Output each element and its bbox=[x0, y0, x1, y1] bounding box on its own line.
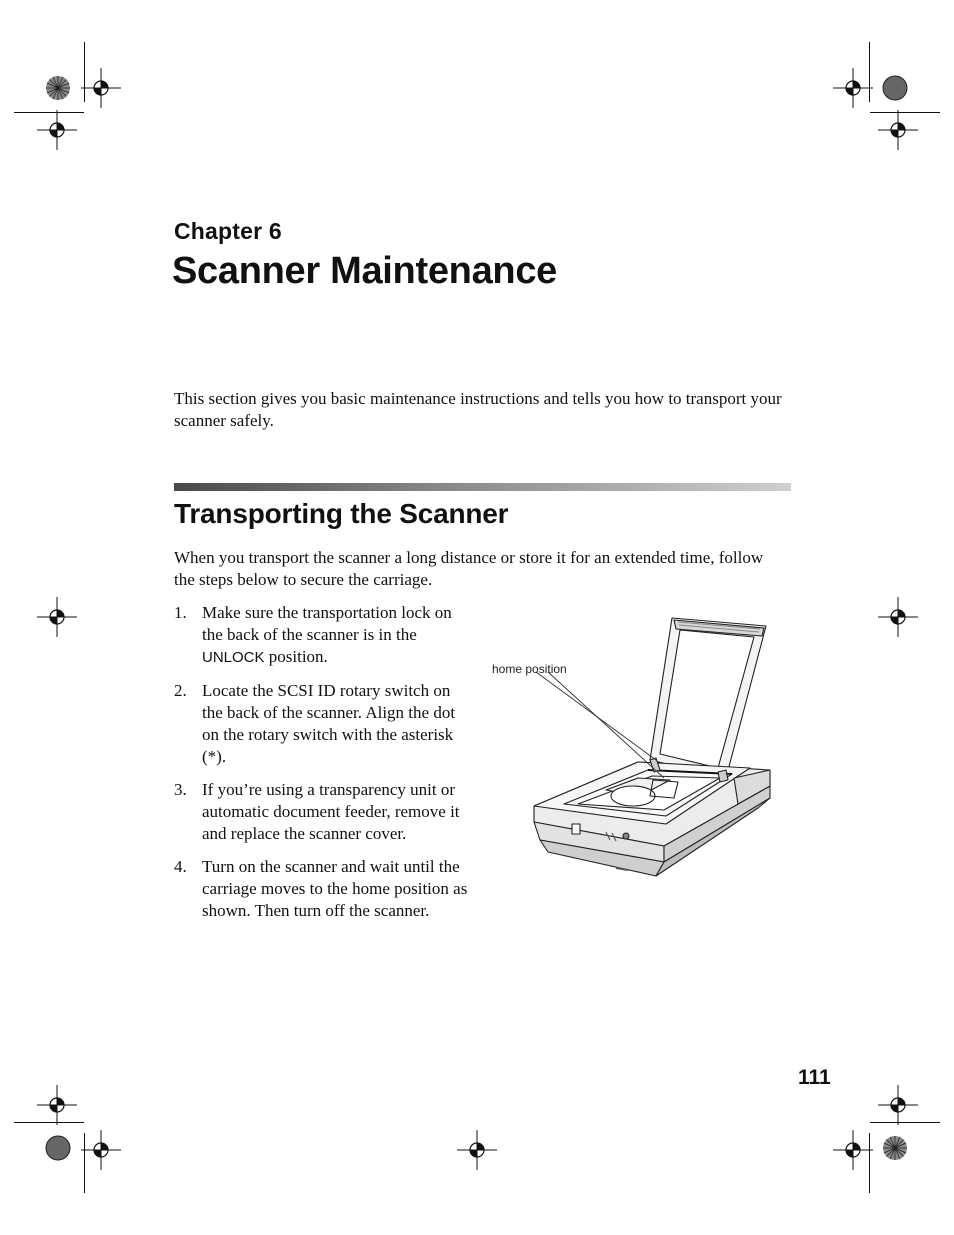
unlock-keyword: UNLOCK bbox=[202, 649, 265, 666]
section-paragraph: When you transport the scanner a long distance or store it for an extended time, follow the steps below to secure the carriage. bbox=[174, 548, 764, 589]
registration-crosshair-icon bbox=[37, 597, 77, 637]
step-text: Make sure the transportation lock on the back of the scanner is in the UNLOCK position. bbox=[202, 603, 452, 666]
list-item bbox=[174, 779, 474, 845]
intro-paragraph: This section gives you basic maintenance instructions and tells you how to transport your scanner safely. bbox=[174, 389, 782, 430]
registration-crosshair-icon bbox=[81, 1130, 121, 1170]
chapter-title: Scanner Maintenance bbox=[172, 250, 557, 292]
list-item bbox=[174, 602, 474, 669]
list-item bbox=[174, 856, 474, 922]
step-number: 3. bbox=[174, 780, 187, 799]
registration-crosshair-icon bbox=[878, 597, 918, 637]
chapter-label: Chapter 6 bbox=[174, 218, 282, 244]
step-number: 2. bbox=[174, 681, 187, 700]
crop-mark bbox=[869, 1133, 870, 1193]
section-divider bbox=[174, 483, 791, 491]
page-number: 111 bbox=[798, 1066, 831, 1089]
registration-crosshair-icon bbox=[833, 1130, 873, 1170]
crop-mark bbox=[870, 1122, 940, 1123]
step-number: 1. bbox=[174, 603, 187, 622]
step-text: If you’re using a transparency unit or automatic document feeder, remove it and replace the scanner cover. bbox=[202, 780, 460, 843]
registration-crosshair-icon bbox=[833, 68, 873, 108]
steps-list bbox=[174, 602, 474, 933]
registration-crosshair-icon bbox=[457, 1130, 497, 1170]
crop-mark bbox=[14, 112, 84, 113]
registration-crosshair-icon bbox=[81, 68, 121, 108]
registration-crosshair-icon bbox=[878, 1085, 918, 1125]
crop-mark bbox=[14, 1122, 84, 1123]
crop-mark bbox=[869, 42, 870, 102]
crop-mark bbox=[870, 112, 940, 113]
step-number: 4. bbox=[174, 857, 187, 876]
list-item bbox=[174, 680, 474, 768]
registration-starburst-icon bbox=[45, 1135, 71, 1161]
step-text: Turn on the scanner and wait until the carriage moves to the home position as shown. Then turn off the scanner. bbox=[202, 857, 468, 920]
scanner-illustration bbox=[488, 610, 778, 890]
registration-crosshair-icon bbox=[878, 110, 918, 150]
crop-mark bbox=[84, 1133, 85, 1193]
step-text: Locate the SCSI ID rotary switch on the back of the scanner. Align the dot on the rotary switch with the asterisk (*). bbox=[202, 681, 456, 766]
registration-crosshair-icon bbox=[37, 110, 77, 150]
section-heading: Transporting the Scanner bbox=[174, 498, 509, 529]
crop-mark bbox=[84, 42, 85, 102]
home-position-callout: home position bbox=[492, 662, 567, 676]
registration-starburst-icon bbox=[882, 1135, 908, 1161]
registration-starburst-icon bbox=[882, 75, 908, 101]
registration-crosshair-icon bbox=[37, 1085, 77, 1125]
registration-starburst-icon bbox=[45, 75, 71, 101]
